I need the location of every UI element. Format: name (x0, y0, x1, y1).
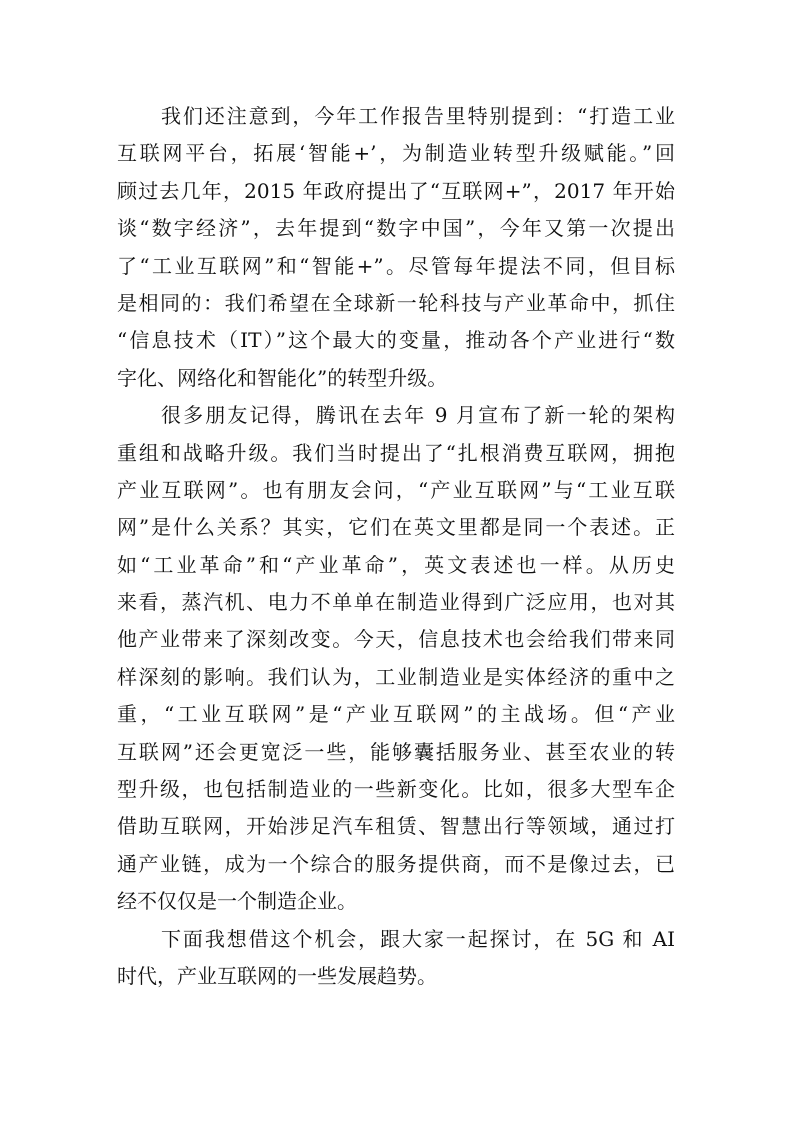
text-line: 重，“工业互联网”是“产业互联网”的主战场。但“产业 (117, 702, 675, 727)
body-text (117, 98, 675, 995)
text-line: 很多朋友记得，腾讯在去年 9 月宣布了新一轮的架构 (161, 403, 675, 428)
text-line: 网”是什么关系？其实，它们在英文里都是同一个表述。正 (117, 515, 675, 540)
text-line: 借助互联网，开始涉足汽车租赁、智慧出行等领域，通过打 (117, 814, 675, 839)
text-line: 来看，蒸汽机、电力不单单在制造业得到广泛应用，也对其 (117, 590, 675, 615)
text-line: 通产业链，成为一个综合的服务提供商，而不是像过去，已 (117, 851, 675, 876)
text-line: 谈“数字经济”，去年提到“数字中国”，今年又第一次提出 (117, 216, 675, 241)
text-line: 字化、网络化和智能化”的转型升级。 (117, 365, 448, 390)
text-line: 我们还注意到，今年工作报告里特别提到：“打造工业 (161, 104, 675, 128)
text-line: 他产业带来了深刻改变。今天，信息技术也会给我们带来同 (117, 627, 675, 652)
text-line: 型升级，也包括制造业的一些新变化。比如，很多大型车企 (117, 777, 675, 802)
text-line: 时代，产业互联网的一些发展趋势。 (117, 963, 437, 988)
text-line: 了“工业互联网”和“智能+”。尽管每年提法不同，但目标 (117, 253, 675, 278)
text-line: “信息技术（IT）”这个最大的变量，推动各个产业进行“数 (117, 328, 675, 353)
paragraph-1 (117, 98, 675, 397)
text-line: 互联网”还会更宽泛一些，能够囊括服务业、甚至农业的转 (117, 739, 675, 764)
text-line: 互联网平台，拓展‘智能+’，为制造业转型升级赋能。”回 (117, 141, 675, 166)
text-line: 如“工业革命”和“产业革命”，英文表述也一样。从历史 (117, 552, 675, 577)
text-line: 重组和战略升级。我们当时提出了“扎根消费互联网，拥抱 (117, 440, 675, 465)
paragraph-2 (117, 397, 675, 920)
text-line: 顾过去几年，2015 年政府提出了“互联网+”，2017 年开始 (117, 178, 675, 203)
text-line: 下面我想借这个机会，跟大家一起探讨，在 5G 和 AI (161, 926, 675, 951)
text-line: 样深刻的影响。我们认为，工业制造业是实体经济的重中之 (117, 664, 675, 689)
text-line: 产业互联网”。也有朋友会问，“产业互联网”与“工业互联 (117, 477, 675, 502)
text-line: 是相同的：我们希望在全球新一轮科技与产业革命中，抓住 (117, 290, 675, 315)
text-line: 经不仅仅是一个制造企业。 (117, 889, 357, 914)
paragraph-3 (117, 921, 675, 996)
